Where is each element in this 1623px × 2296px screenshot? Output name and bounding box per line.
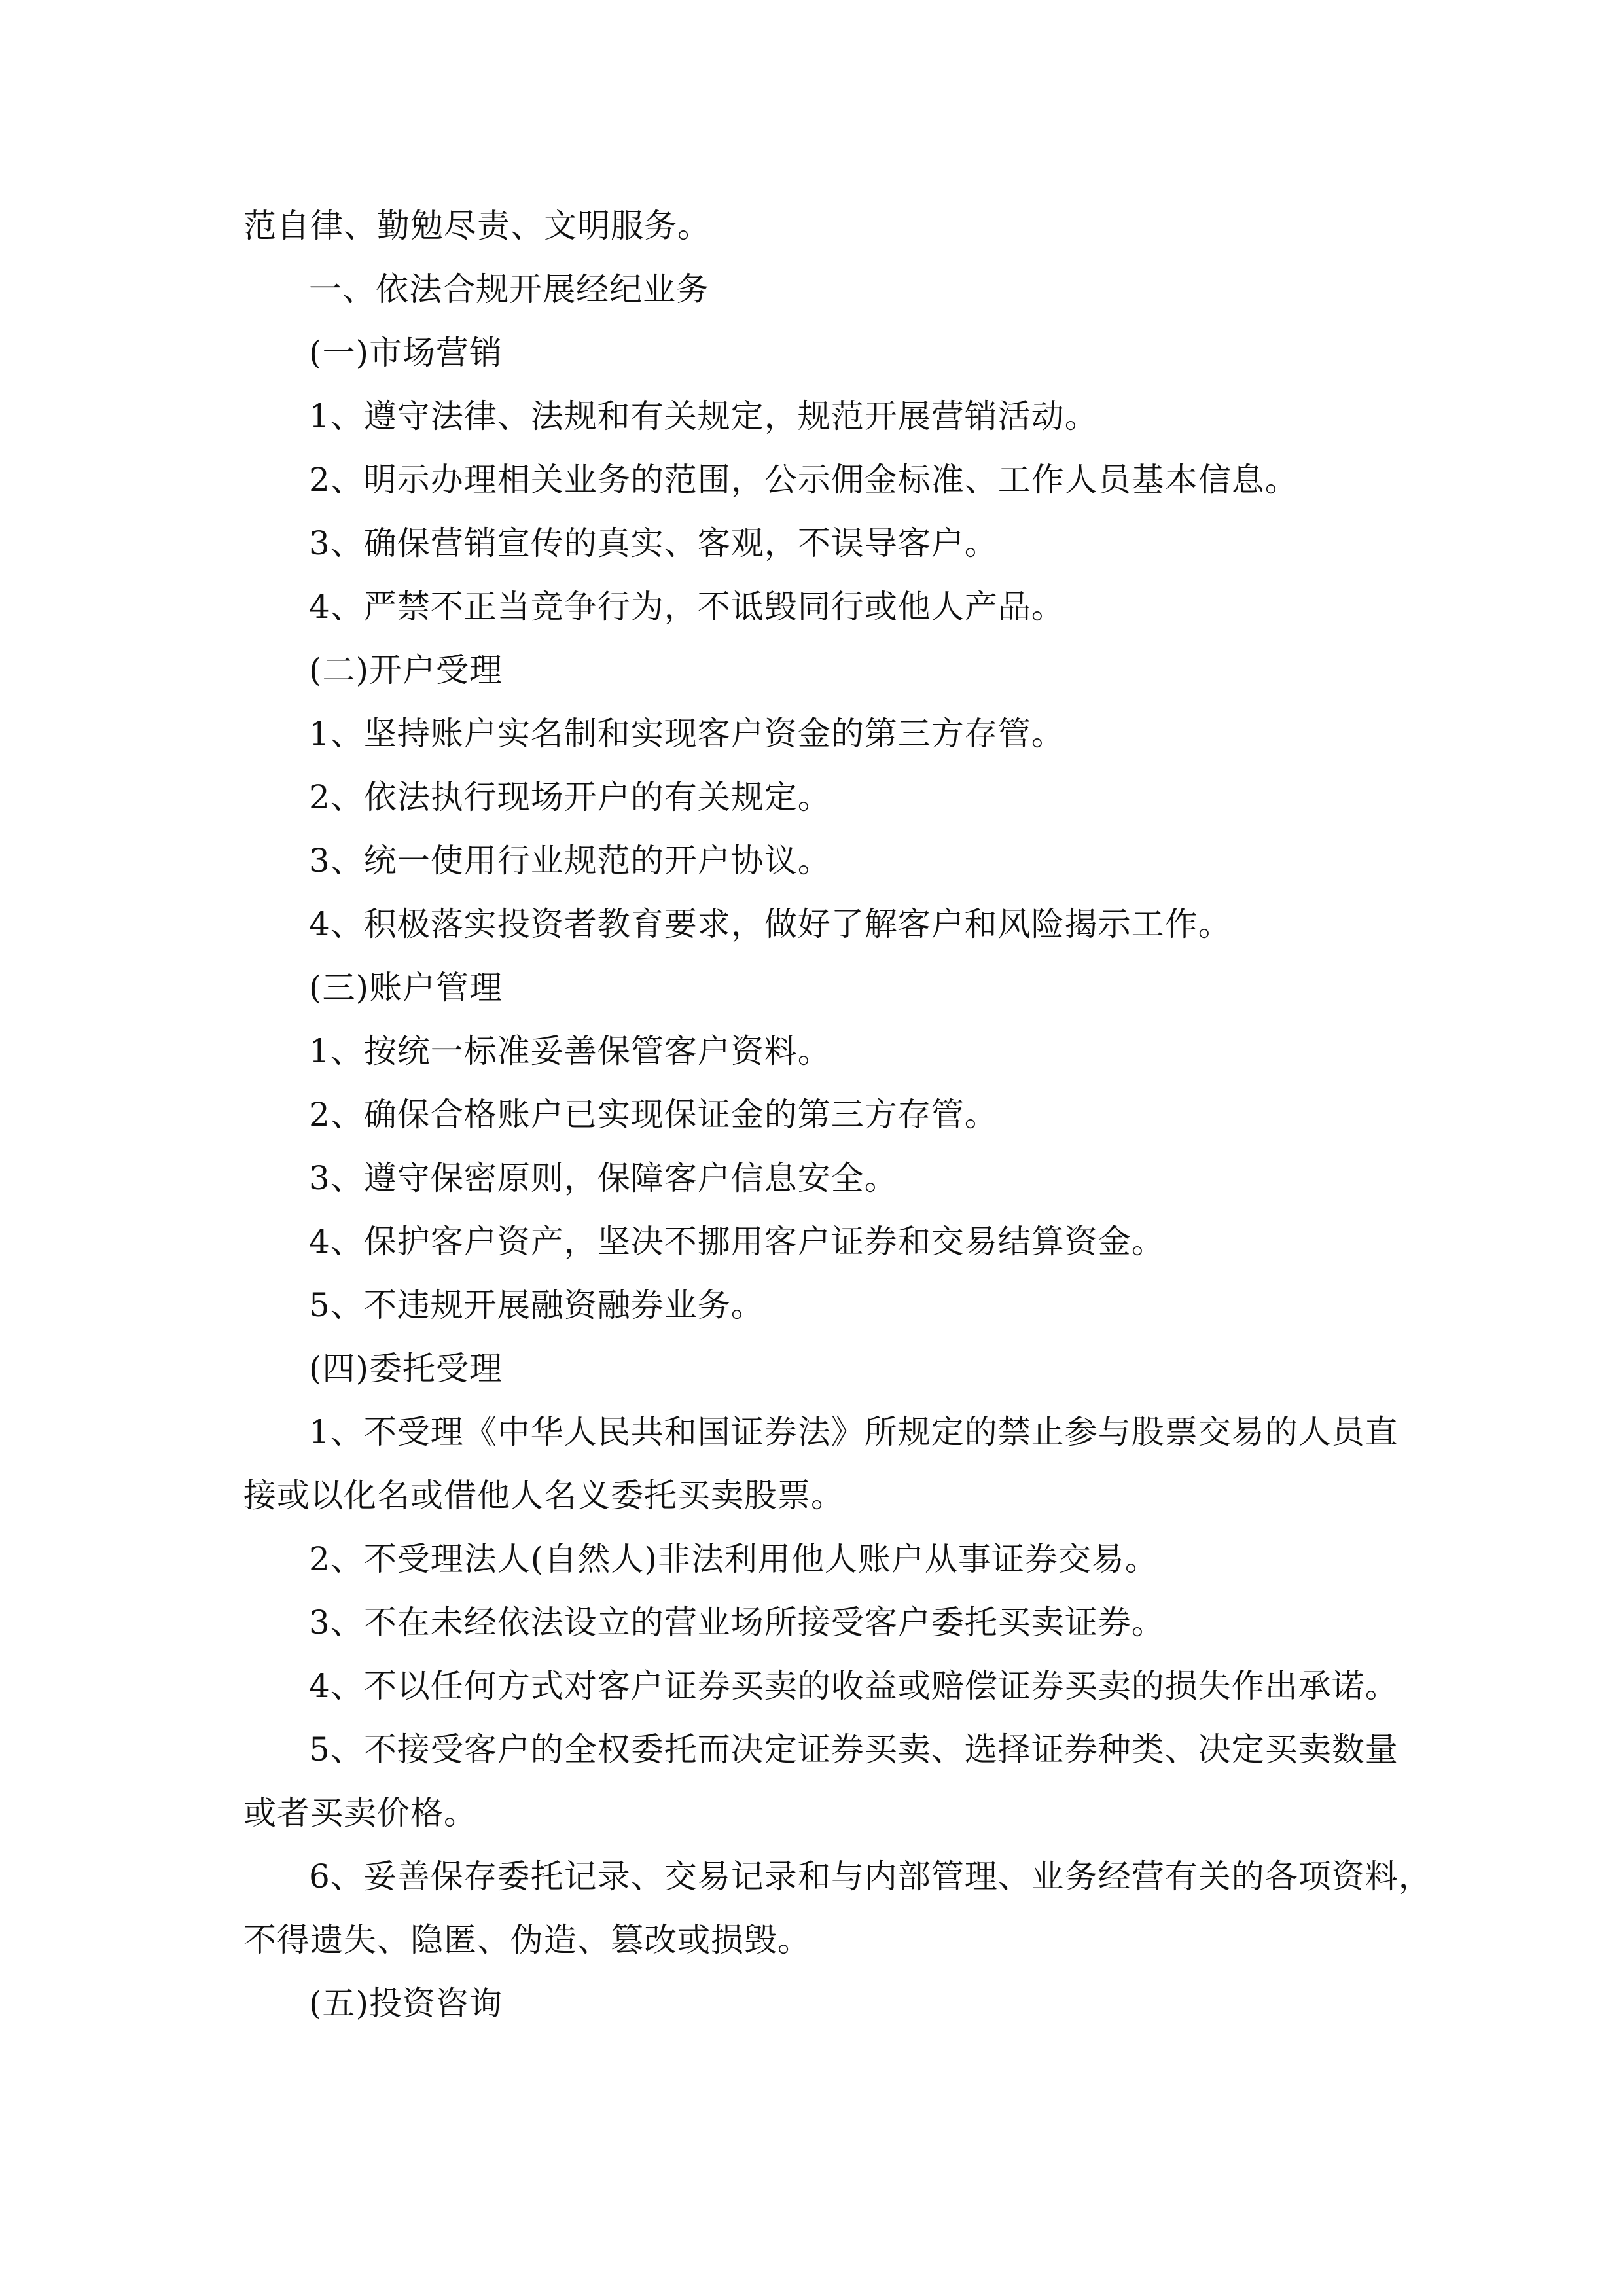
list-item: 5、不违规开展融资融券业务。 (309, 1286, 764, 1324)
list-item-continuation: 或者买卖价格。 (243, 1794, 477, 1832)
subsection-heading: (四)委托受理 (309, 1350, 503, 1388)
list-item: 3、统一使用行业规范的开户协议。 (309, 842, 831, 880)
list-item: 3、确保营销宣传的真实、客观，不误导客户。 (309, 524, 998, 562)
section-heading: 一、依法合规开展经纪业务 (309, 270, 709, 308)
list-item: 1、坚持账户实名制和实现客户资金的第三方存管。 (309, 715, 1065, 753)
list-item-continuation: 不得遗失、隐匿、伪造、篡改或损毁。 (243, 1921, 811, 1959)
list-item: 3、遵守保密原则，保障客户信息安全。 (309, 1159, 898, 1197)
paragraph-continuation: 范自律、勤勉尽责、文明服务。 (243, 207, 711, 245)
list-item: 4、严禁不正当竞争行为，不诋毁同行或他人产品。 (309, 588, 1065, 626)
list-item: 2、明示办理相关业务的范围，公示佣金标准、工作人员基本信息。 (309, 461, 1298, 499)
list-item: 2、确保合格账户已实现保证金的第三方存管。 (309, 1096, 998, 1134)
subsection-heading: (二)开户受理 (309, 651, 503, 689)
subsection-heading: (三)账户管理 (309, 969, 503, 1007)
list-item: 1、按统一标准妥善保管客户资料。 (309, 1032, 831, 1070)
list-item: 1、遵守法律、法规和有关规定，规范开展营销活动。 (309, 397, 1098, 435)
list-item: 6、妥善保存委托记录、交易记录和与内部管理、业务经营有关的各项资料， (309, 1857, 1432, 1895)
list-item: 5、不接受客户的全权委托而决定证券买卖、选择证券种类、决定买卖数量 (309, 1731, 1399, 1768)
list-item: 4、不以任何方式对客户证券买卖的收益或赔偿证券买卖的损失作出承诺。 (309, 1667, 1399, 1705)
list-item: 3、不在未经依法设立的营业场所接受客户委托买卖证券。 (309, 1604, 1165, 1641)
list-item: 2、依法执行现场开户的有关规定。 (309, 778, 831, 816)
list-item: 4、保护客户资产，坚决不挪用客户证券和交易结算资金。 (309, 1223, 1165, 1261)
list-item: 1、不受理《中华人民共和国证券法》所规定的禁止参与股票交易的人员直 (309, 1413, 1399, 1451)
list-item: 2、不受理法人(自然人)非法利用他人账户从事证券交易。 (309, 1540, 1158, 1578)
list-item-continuation: 接或以化名或借他人名义委托买卖股票。 (243, 1477, 844, 1515)
list-item: 4、积极落实投资者教育要求，做好了解客户和风险揭示工作。 (309, 905, 1232, 943)
subsection-heading: (一)市场营销 (309, 334, 503, 372)
subsection-heading: (五)投资咨询 (309, 1984, 503, 2022)
